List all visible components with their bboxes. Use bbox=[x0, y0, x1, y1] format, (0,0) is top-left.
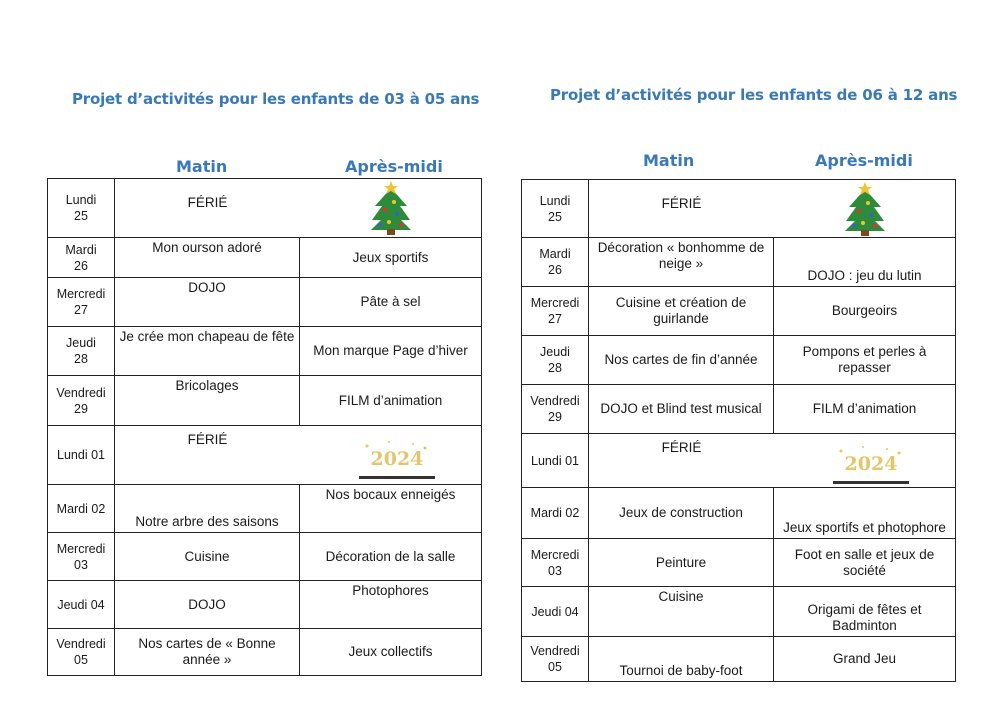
apres-midi-activity-cell: Pompons et perles à repasser bbox=[773, 335, 956, 385]
holiday-cell bbox=[588, 179, 956, 238]
apres-midi-activity-cell: Pâte à sel bbox=[299, 277, 482, 327]
christmas-tree-icon bbox=[369, 180, 413, 240]
apres-midi-activity-cell: DOJO : jeu du lutin bbox=[773, 237, 956, 287]
holiday-cell bbox=[114, 178, 482, 238]
day-cell: Mercredi 03 bbox=[521, 538, 589, 587]
apres-midi-activity-cell: Bourgeoirs bbox=[773, 286, 956, 336]
matin-activity-cell: Jeux de construction bbox=[588, 487, 774, 539]
left-title: Projet d’activités pour les enfants de 03 à 05 ans bbox=[72, 90, 480, 108]
apres-midi-activity-cell: Mon marque Page d’hiver bbox=[299, 326, 482, 376]
christmas-tree-icon bbox=[843, 181, 887, 241]
day-cell: Jeudi 04 bbox=[47, 580, 115, 629]
day-cell: Vendredi 29 bbox=[47, 375, 115, 426]
matin-activity-cell: Tournoi de baby-foot bbox=[588, 636, 774, 682]
svg-text:2024: 2024 bbox=[844, 453, 898, 475]
apres-midi-activity-cell: Décoration de la salle bbox=[299, 532, 482, 581]
right-title: Projet d’activités pour les enfants de 06 à 12 ans bbox=[550, 86, 958, 104]
happy-new-year-2024-icon bbox=[359, 438, 435, 486]
matin-activity-cell: Nos cartes de « Bonne année » bbox=[114, 628, 300, 676]
happy-new-year-2024-icon bbox=[833, 443, 909, 491]
apres-midi-activity-cell: FILM d’animation bbox=[299, 375, 482, 426]
day-cell: Lundi 25 bbox=[521, 179, 589, 238]
day-cell: Vendredi 29 bbox=[521, 384, 589, 434]
matin-activity-cell: Cuisine bbox=[588, 586, 774, 637]
day-cell: Mercredi 27 bbox=[521, 286, 589, 336]
day-cell: Lundi 25 bbox=[47, 178, 115, 238]
holiday-cell bbox=[114, 425, 482, 485]
matin-activity-cell: Peinture bbox=[588, 538, 774, 587]
day-cell: Jeudi 04 bbox=[521, 586, 589, 637]
day-cell: Lundi 01 bbox=[47, 425, 115, 485]
matin-activity-cell: Mon ourson adoré bbox=[114, 237, 300, 278]
matin-activity-cell: Décoration « bonhomme de neige » bbox=[588, 237, 774, 287]
holiday-label: FÉRIÉ bbox=[661, 196, 702, 211]
matin-activity-cell: Bricolages bbox=[114, 375, 300, 426]
left-col-matin: Matin bbox=[176, 157, 228, 176]
matin-activity-cell: Nos cartes de fin d’année bbox=[588, 335, 774, 385]
day-cell: Mardi 02 bbox=[521, 487, 589, 539]
right-col-matin: Matin bbox=[643, 151, 695, 170]
apres-midi-activity-cell: Grand Jeu bbox=[773, 636, 956, 682]
matin-activity-cell: DOJO bbox=[114, 580, 300, 629]
apres-midi-activity-cell: Jeux sportifs bbox=[299, 237, 482, 278]
right-col-apres: Après-midi bbox=[815, 151, 913, 170]
day-cell: Lundi 01 bbox=[521, 433, 589, 488]
day-cell: Mardi 26 bbox=[47, 237, 115, 278]
day-cell: Jeudi 28 bbox=[47, 326, 115, 376]
day-cell: Mardi 02 bbox=[47, 484, 115, 533]
apres-midi-activity-cell: Jeux sportifs et photophore bbox=[773, 487, 956, 539]
apres-midi-activity-cell: Foot en salle et jeux de société bbox=[773, 538, 956, 587]
day-cell: Mardi 26 bbox=[521, 237, 589, 287]
day-cell: Mercredi 03 bbox=[47, 532, 115, 581]
svg-text:2024: 2024 bbox=[370, 447, 424, 470]
apres-midi-activity-cell: Nos bocaux enneigés bbox=[299, 484, 482, 533]
apres-midi-activity-cell: Origami de fêtes et Badminton bbox=[773, 586, 956, 637]
day-cell: Mercredi 27 bbox=[47, 277, 115, 327]
matin-activity-cell: Notre arbre des saisons bbox=[114, 484, 300, 533]
left-col-apres: Après-midi bbox=[345, 157, 443, 176]
apres-midi-activity-cell: Photophores bbox=[299, 580, 482, 629]
holiday-label: FÉRIÉ bbox=[187, 432, 228, 447]
day-cell: Jeudi 28 bbox=[521, 335, 589, 385]
matin-activity-cell: Cuisine et création de guirlande bbox=[588, 286, 774, 336]
holiday-label: FÉRIÉ bbox=[187, 195, 228, 210]
day-cell: Vendredi 05 bbox=[47, 628, 115, 676]
apres-midi-activity-cell: Jeux collectifs bbox=[299, 628, 482, 676]
apres-midi-activity-cell: FILM d’animation bbox=[773, 384, 956, 434]
matin-activity-cell: DOJO et Blind test musical bbox=[588, 384, 774, 434]
matin-activity-cell: Cuisine bbox=[114, 532, 300, 581]
matin-activity-cell: DOJO bbox=[114, 277, 300, 327]
holiday-label: FÉRIÉ bbox=[661, 440, 702, 455]
matin-activity-cell: Je crée mon chapeau de fête bbox=[114, 326, 300, 376]
holiday-cell bbox=[588, 433, 956, 488]
day-cell: Vendredi 05 bbox=[521, 636, 589, 682]
